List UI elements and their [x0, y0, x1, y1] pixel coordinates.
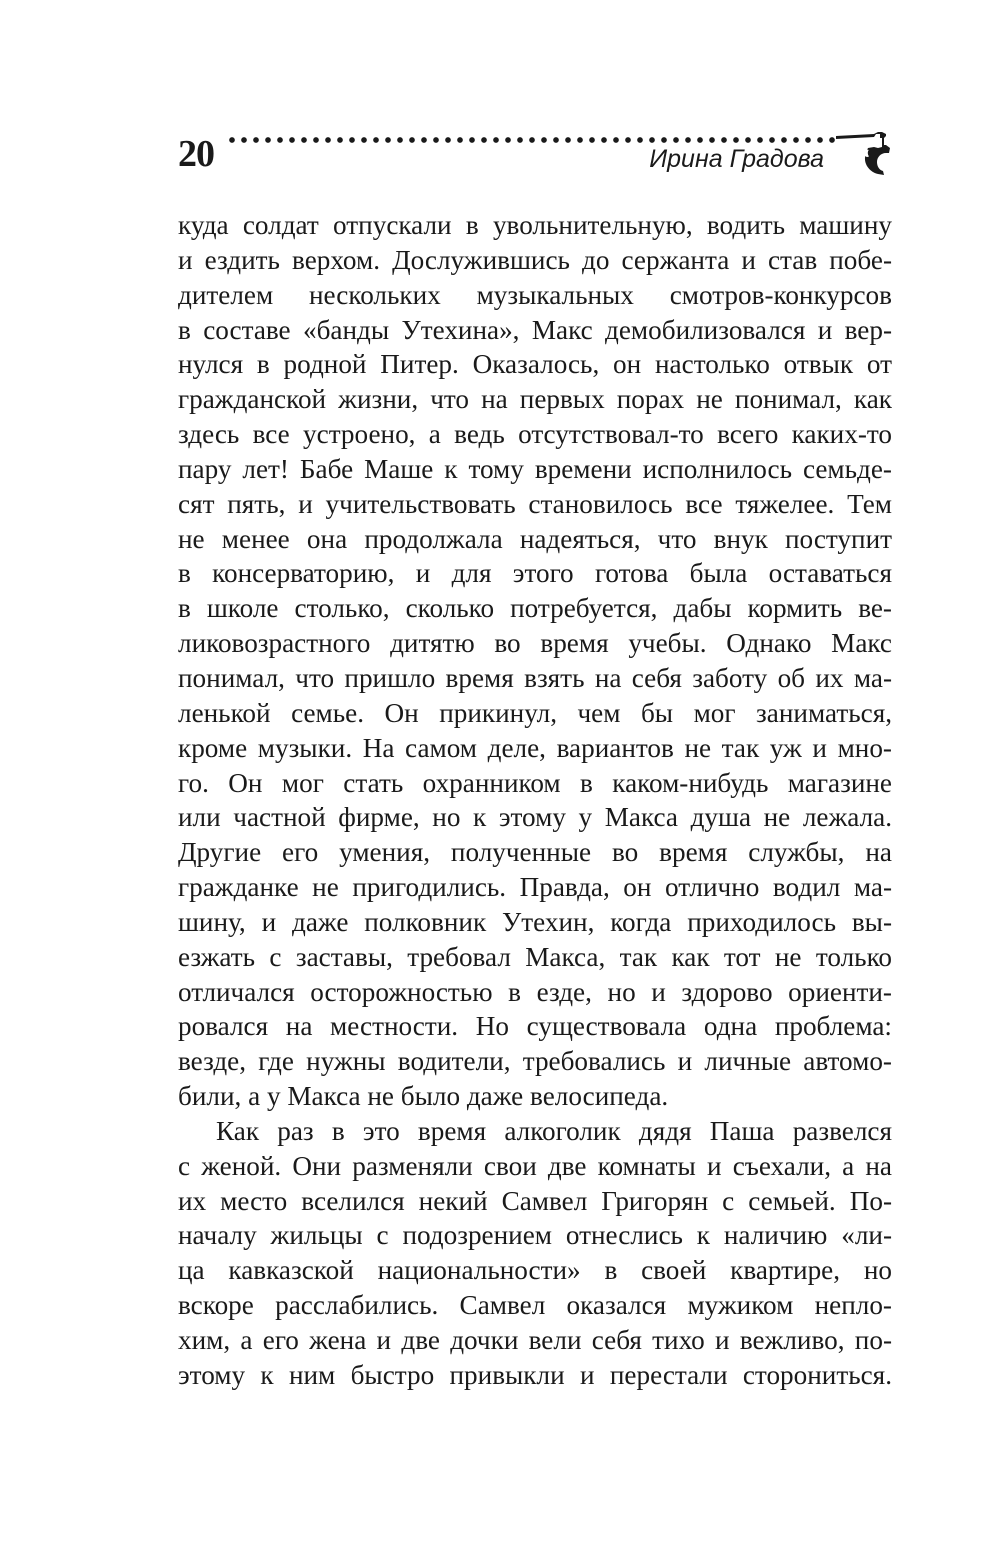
- running-head-author: Ирина Градова: [649, 145, 824, 173]
- text-line: дителем нескольких музыкальных смотров-конкурсов: [178, 279, 892, 310]
- text-line: шину, и даже полковник Утехин, когда приходилось вы-: [178, 906, 892, 937]
- text-line: нулся в родной Питер. Оказалось, он настолько отвык от: [178, 349, 892, 380]
- text-line: езжать с заставы, требовал Макса, так как тот не только: [178, 941, 892, 972]
- text-line: Как раз в это время алкоголик дядя Паша развелся: [216, 1115, 892, 1146]
- text-line: хим, а его жена и две дочки вели себя тихо и вежливо, по-: [178, 1325, 892, 1355]
- text-line: этому к ним быстро привыкли и перестали сторониться.: [178, 1359, 892, 1390]
- text-line: сят пять, и учительствовать становилось все тяжелее. Тем: [178, 488, 892, 519]
- text-line: куда солдат отпускали в увольнительную, водить машину: [178, 210, 892, 240]
- text-line: в школе столько, сколько потребуется, дабы кормить ве-: [178, 593, 892, 624]
- text-line: гражданке не пригодились. Правда, он отлично водил ма-: [178, 872, 892, 903]
- text-line: били, а у Макса не было даже велосипеда.: [178, 1081, 669, 1112]
- text-line: кроме музыки. На самом деле, вариантов не так уж и мно-: [178, 732, 892, 763]
- text-line: в консерваторию, и для этого готова была оставаться: [178, 558, 892, 589]
- text-line: с женой. Они разменяли свои две комнаты и съехали, а на: [178, 1150, 892, 1181]
- text-line: везде, где нужны водители, требовались и личные автомо-: [178, 1046, 892, 1077]
- text-line: пару лет! Бабе Маше к тому времени исполнилось семьде-: [178, 453, 892, 484]
- text-line: ца кавказской национальности» в своей квартире, но: [178, 1255, 892, 1286]
- page-number: 20: [178, 133, 214, 175]
- text-line: их место вселился некий Самвел Григорян с семьей. По-: [178, 1185, 892, 1216]
- text-line: гражданской жизни, что на первых порах не понимал, как: [178, 384, 892, 415]
- dot-leader: [226, 136, 838, 144]
- text-line: вскоре расслабились. Самвел оказался мужиком непло-: [178, 1290, 892, 1321]
- text-line: ленькой семье. Он прикинул, чем бы мог заниматься,: [178, 697, 892, 728]
- text-line: или частной фирме, но к этому у Макса душа не лежала.: [178, 802, 892, 833]
- text-line: отличался осторожностью в езде, но и здорово ориенти-: [178, 976, 892, 1007]
- text-line: го. Он мог стать охранником в каком-нибудь магазине: [178, 767, 892, 798]
- text-line: понимал, что пришло время взять на себя заботу об их ма-: [178, 662, 892, 693]
- text-line: ликовозрастного дитятю во время учебы. Однако Макс: [178, 628, 892, 659]
- text-line: началу жильцы с подозрением отнеслись к наличию «ли-: [178, 1220, 892, 1251]
- text-line: и ездить верхом. Дослужившись до сержанта и став побе-: [178, 244, 892, 275]
- text-line: ровался на местности. Но существовала одна проблема:: [178, 1011, 892, 1042]
- text-line: в составе «банды Утехина», Макс демобилизовался и вер-: [178, 314, 892, 345]
- text-line: не менее она продолжала надеяться, что внук поступит: [178, 523, 892, 554]
- paragraph-1: [178, 208, 892, 1114]
- running-header: [178, 128, 896, 188]
- paragraph-2: [178, 1114, 892, 1393]
- text-line: здесь все устроено, а ведь отсутствовал-то всего каких-то: [178, 419, 892, 450]
- revolver-icon: [834, 131, 894, 177]
- text-line: Другие его умения, полученные во время службы, на: [178, 837, 892, 868]
- body-text: [178, 208, 892, 1393]
